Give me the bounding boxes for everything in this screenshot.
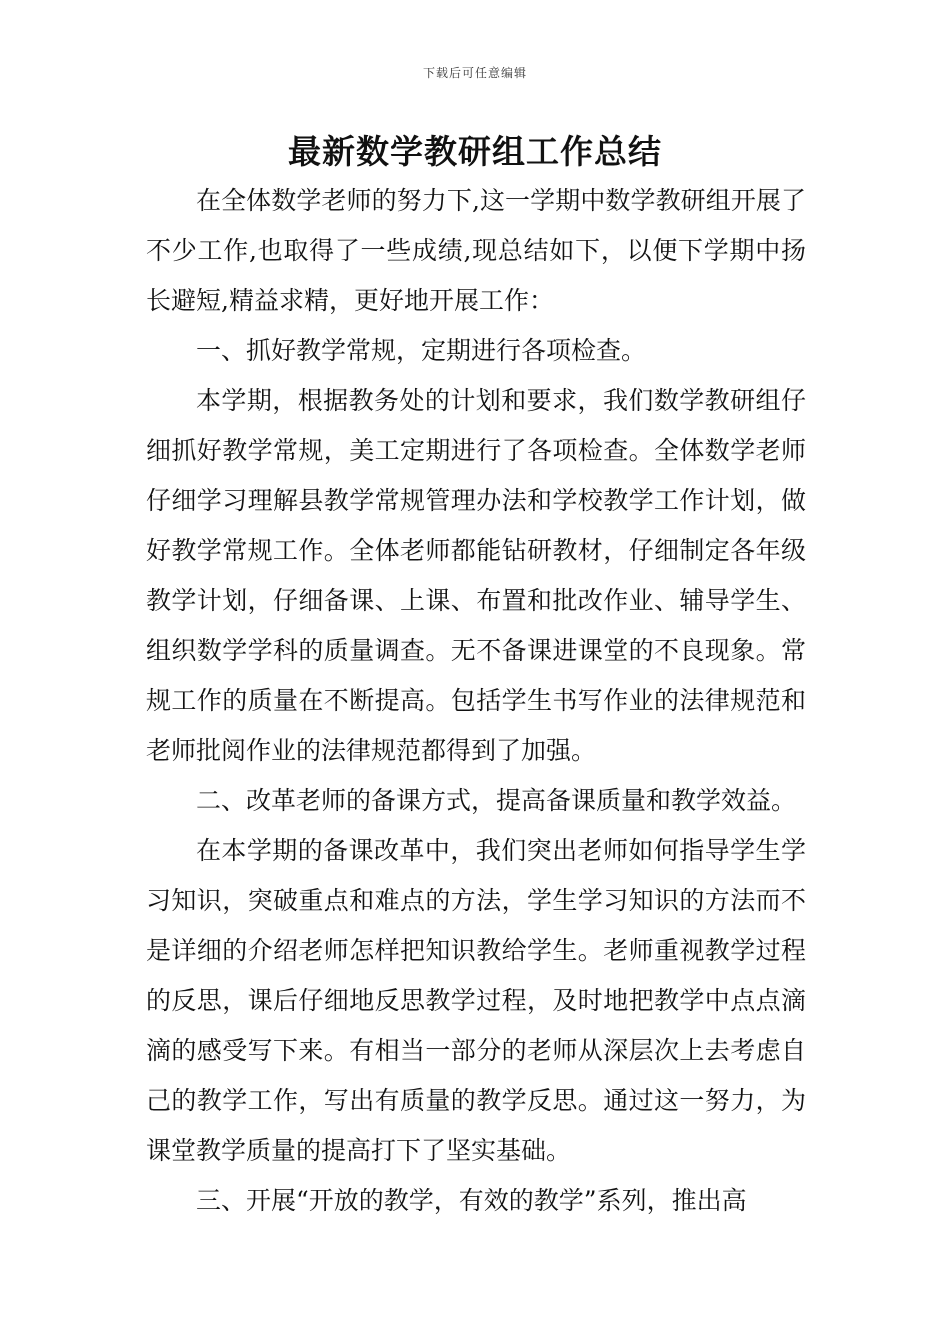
- section-heading-1: 一、抓好教学常规，定期进行各项检查。: [196, 336, 647, 365]
- section-heading-3: 三、开展“开放的教学，有效的教学”系列，推出高: [196, 1186, 747, 1215]
- section-heading-2: 二、改革老师的备课方式，提高备课质量和教学效益。: [196, 786, 797, 815]
- section-paragraph-2: 在本学期的备课改革中，我们突出老师如何指导学生学习知识，突破重点和难点的方法，学生学习知识的方法而不是详细的介绍老师怎样把知识教给学生。老师重视教学过程的反思，课后仔细地反思教学过程，及时地把教学中点点滴滴的感受写下来。有相当一部分的老师从深层次上去考虑自己的教学工作，写出有质量的教学反思。通过这一努力，为课堂教学质量的提高打下了坚实基础。: [146, 836, 806, 1165]
- document-body: [146, 176, 806, 1226]
- intro-paragraph: 在全体数学老师的努力下,这一学期中数学教研组开展了不少工作,也取得了一些成绩,现总结如下，以便下学期中扬长避短,精益求精，更好地开展工作：: [146, 186, 806, 315]
- header-note: 下载后可任意编辑: [422, 66, 527, 80]
- section-paragraph-1: 本学期，根据教务处的计划和要求，我们数学教研组仔细抓好教学常规，美工定期进行了各项检查。全体数学老师仔细学习理解县教学常规管理办法和学校教学工作计划，做好教学常规工作。全体老师都能钻研教材，仔细制定各年级教学计划，仔细备课、上课、布置和批改作业、辅导学生、组织数学学科的质量调查。无不备课进课堂的不良现象。常规工作的质量在不断提高。包括学生书写作业的法律规范和老师批阅作业的法律规范都得到了加强。: [146, 386, 806, 765]
- document-title: 最新数学教研组工作总结: [288, 132, 662, 171]
